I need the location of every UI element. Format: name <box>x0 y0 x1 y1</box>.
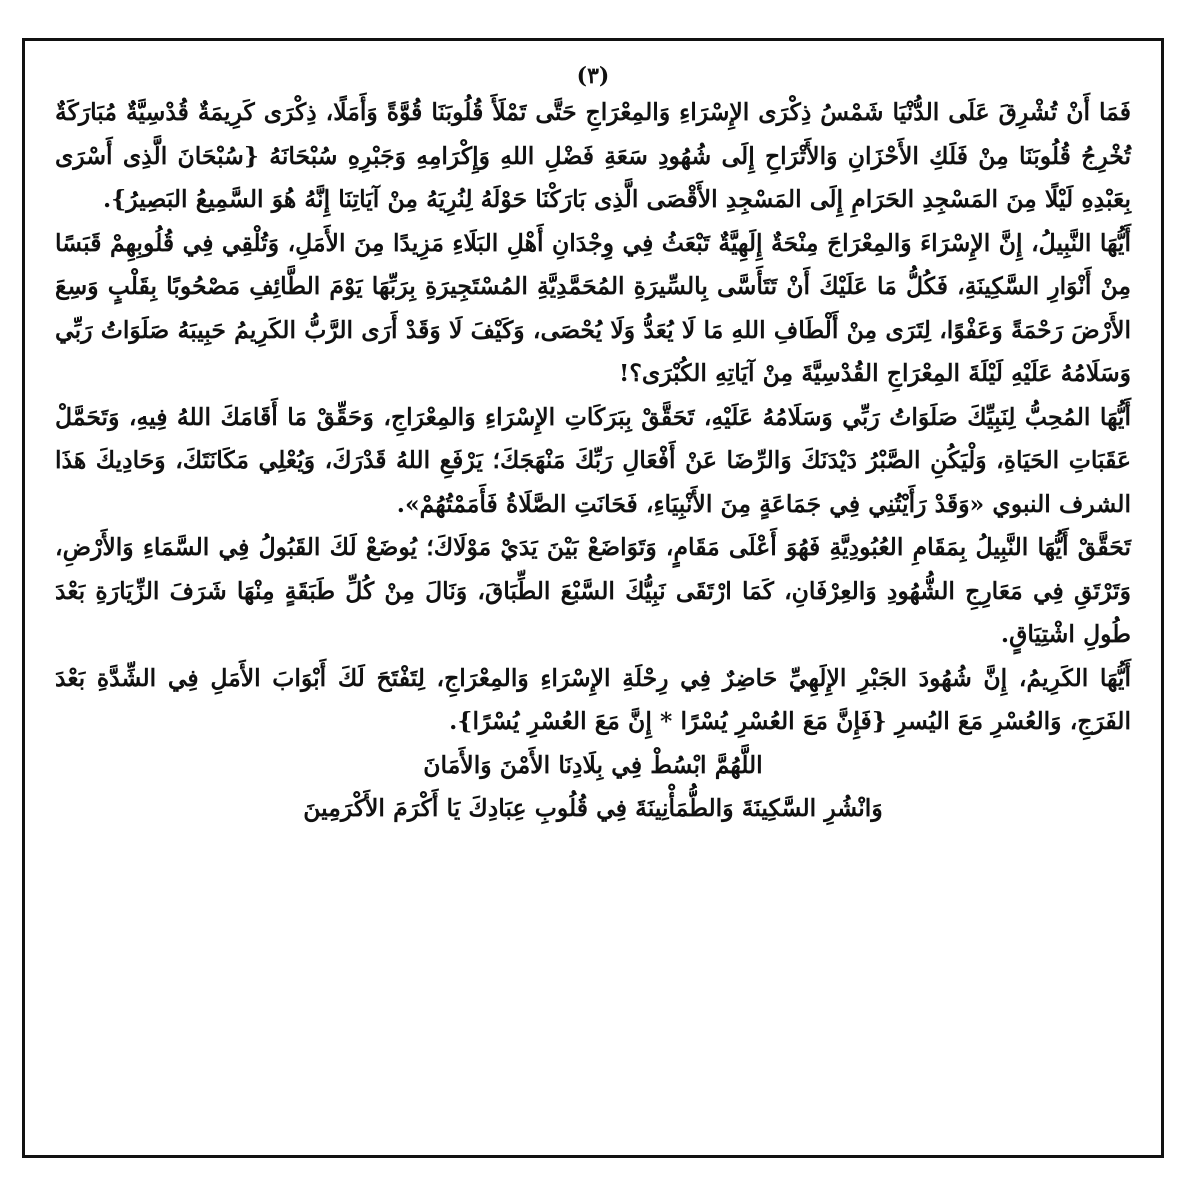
page-frame <box>22 38 1164 1158</box>
prayer-line-1: اللَّهُمَّ ابْسُطْ فِي بِلَادِنَا الأَمْنَ وَالأَمَانَ <box>423 750 763 779</box>
paragraph-4: تَحَقَّقْ أَيُّهَا النَّبِيلُ بِمَقَامِ العُبُودِيَّةِ فَهُوَ أَعْلَى مَقَامٍ، وَتَوَاضَعْ بَيْنَ يَدَيْ مَوْلَاكَ؛ يُوضَعْ لَكَ القَبُولُ فِي السَّمَاءِ وَالأَرْضِ، وَتَرْتَقِ فِي مَعَارِجِ الشُّهُودِ وَالعِرْفَانِ، كَمَا ارْتَقَى نَبِيُّكَ السَّبْعَ الطِّبَاقَ، وَنَالَ مِنْ كُلِّ طَبَقَةٍ مِنْهَا شَرَفَ الزِّيَارَةِ بَعْدَ طُولِ اشْتِيَاقٍ. <box>55 533 1131 648</box>
paragraph-2: أَيُّهَا النَّبِيلُ، إِنَّ الإِسْرَاءَ وَالمِعْرَاجَ مِنْحَةٌ إِلَهِيَّةٌ تَبْعَثُ فِي وِجْدَانِ أَهْلِ البَلَاءِ مَزِيدًا مِنَ الأَمَلِ، وَتُلْقِي فِي قُلُوبِهِمْ قَبَسًا مِنْ أَنْوَارِ السَّكِينَةِ، فَكُلُّ مَا عَلَيْكَ أَنْ تَتَأَسَّى بِالسِّيرَةِ المُحَمَّدِيَّةِ المُسْتَجِيرَةِ بِرَبِّهَا يَوْمَ الطَّائِفِ مَصْحُوبًا بِقَلْبٍ وَسِعَ الأَرْضَ رَحْمَةً وَعَفْوًا، لِتَرَى مِنْ أَلْطَافِ اللهِ مَا لَا يُعَدُّ وَلَا يُحْصَى، وَكَيْفَ لَا وَقَدْ أَرَى الرَّبُّ الكَرِيمُ حَبِيبَهُ صَلَوَاتُ رَبِّي وَسَلَامُهُ عَلَيْهِ لَيْلَةَ المِعْرَاجِ القُدْسِيَّةَ مِنْ آيَاتِهِ الكُبْرَى؟! <box>55 228 1131 387</box>
paragraph-3: أَيُّهَا المُحِبُّ لِنَبِيِّكَ صَلَوَاتُ رَبِّي وَسَلَامُهُ عَلَيْهِ، تَحَقَّقْ بِبَرَكَاتِ الإِسْرَاءِ وَالمِعْرَاجِ، وَحَقِّقْ مَا أَقَامَكَ اللهُ فِيهِ، وَتَحَمَّلْ عَقَبَاتِ الحَيَاةِ، وَلْيَكُنِ الصَّبْرُ دَيْدَنَكَ وَالرِّضَا عَنْ أَفْعَالِ رَبِّكَ مَنْهَجَكَ؛ يَرْفَعِ اللهُ قَدْرَكَ، وَيُعْلِي مَكَانَتَكَ، وَحَادِيكَ هَذَا الشرف النبوي «وَقَدْ رَأَيْتُنِي فِي جَمَاعَةٍ مِنَ الأَنْبِيَاءِ، فَحَانَتِ الصَّلَاةُ فَأَمَمْتُهُمْ». <box>55 402 1131 518</box>
prayer-line-2: وَانْشُرِ السَّكِينَةَ وَالطُّمَأْنِينَةَ فِي قُلُوبِ عِبَادِكَ يَا أَكْرَمَ الأَكْرَمِينَ <box>303 794 883 822</box>
document-body <box>55 91 1131 831</box>
paragraph-1: فَمَا أَنْ تُشْرِقَ عَلَى الدُّنْيَا شَمْسُ ذِكْرَى الإِسْرَاءِ وَالمِعْرَاجِ حَتَّى تَمْلَأَ قُلُوبَنَا قُوَّةً وَأَمَلًا، ذِكْرَى كَرِيمَةٌ قُدْسِيَّةٌ مُبَارَكَةٌ تُخْرِجُ قُلُوبَنَا مِنْ فَلَكِ الأَحْزَانِ وَالأَتْرَاحِ إِلَى شُهُودِ سَعَةِ فَضْلِ اللهِ وَإِكْرَامِهِ وَجَبْرِهِ سُبْحَانَهُ {سُبْحَانَ الَّذِى أَسْرَى بِعَبْدِهِ لَيْلًا مِنَ المَسْجِدِ الحَرَامِ إِلَى المَسْجِدِ الأَقْصَى الَّذِى بَارَكْنَا حَوْلَهُ لِنُرِيَهُ مِنْ آيَاتِنَا إِنَّهُ هُوَ السَّمِيعُ البَصِيرُ}. <box>55 98 1131 213</box>
page-number: (٣) <box>576 63 610 89</box>
paragraph-5: أَيُّهَا الكَرِيمُ، إِنَّ شُهُودَ الجَبْرِ الإِلَهِيِّ حَاضِرٌ فِي رِحْلَةِ الإِسْرَاءِ وَالمِعْرَاجِ، لِتَفْتَحَ لَكَ أَبْوَابَ الأَمَلِ فِي الشِّدَّةِ بَعْدَ الفَرَجِ، وَالعُسْرِ مَعَ اليُسرِ {فَإِنَّ مَعَ العُسْرِ يُسْرًا * إِنَّ مَعَ العُسْرِ يُسْرًا}. <box>55 663 1131 735</box>
